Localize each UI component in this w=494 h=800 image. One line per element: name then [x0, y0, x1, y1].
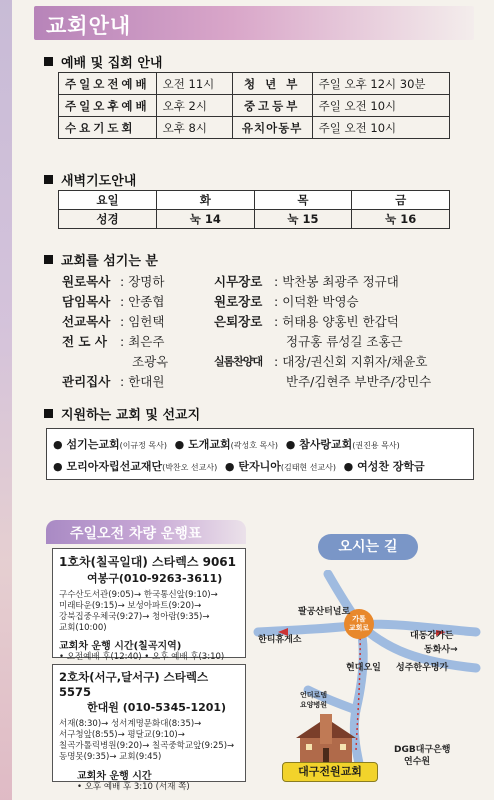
map-label-donghwasa: 동화사→	[424, 645, 458, 655]
map-label-dgb-training: 연수원	[404, 757, 431, 767]
map-label-dgb: DGB대구은행	[394, 745, 451, 755]
bullet-square-icon	[44, 255, 53, 264]
support-box	[46, 428, 474, 480]
support-heading: 지원하는 교회 및 선교지	[44, 404, 200, 423]
list-item: 전 도 사 : 최은주	[62, 334, 165, 349]
bus-band: 주일오전 차량 운행표	[46, 520, 246, 544]
table-row: 성경 눅 14 눅 15 눅 16	[59, 210, 450, 229]
list-item: 선교목사 : 임헌택	[62, 314, 165, 329]
staff-left-list	[62, 272, 202, 392]
list-item: 반주/김현주 부반주/강민수	[286, 374, 432, 389]
list-item: 담임목사 : 안종협	[62, 294, 165, 309]
map-label-hanti: 한티휴게소	[258, 635, 302, 645]
page-title: 교회안내	[46, 14, 132, 38]
dawn-table	[58, 190, 450, 229]
support-line-1: ● 섬기는교회(이규정 목사) ● 도개교회(곽성호 목사) ● 참사랑교회(권진용 목사)	[53, 438, 400, 451]
support-line-2: ● 모리아자립선교재단(박찬오 선교사) ● 탄자니아(김태현 선교사) ● 여성찬 장학금	[53, 460, 425, 473]
dawn-heading: 새벽기도안내	[44, 170, 136, 189]
map-marker: 가톨 교회로	[344, 609, 374, 639]
list-item: 원로장로 : 이덕환 박영승	[214, 294, 359, 309]
map-label-palgong: 팔공산터널로	[298, 607, 351, 617]
table-row: 수요기도회 오후 8시 유치아동부 주일 오전 10시	[59, 117, 450, 139]
bullet-square-icon	[44, 57, 53, 66]
map-label-daedong: 대동강가든	[410, 631, 454, 641]
bullet-square-icon	[44, 175, 53, 184]
list-item: 실롬찬양대 : 대장/권신회 지휘자/채윤호	[214, 354, 428, 369]
table-row: 주일오후예배 오후 2시 중고등부 주일 오전 10시	[59, 95, 450, 117]
bus-car1-box: 1호차(칠곡일대) 스타렉스 9061 여봉구(010-9263-3611) 구수산도서관(9:05)→ 한국통신앞(9:10)→ 미래타운(9:15)→ 보성아파트(9:20)→ 강북집중우체국(9:27)→ 청아람(9:35)→ 교회(10:00) 교회차 운행 시간(칠곡지역) • 오전예배 후(12:40) • 오후 예배 후(3:10)	[52, 548, 246, 658]
church-name-badge: 대구전원교회	[282, 762, 378, 782]
list-item: 정규홍 류성길 조홍근	[286, 334, 403, 349]
list-item: 관리집사 : 한대원	[62, 374, 165, 389]
title-band	[34, 6, 474, 40]
services-table	[58, 72, 450, 139]
map-label-yoyang: 요양병원	[300, 701, 328, 709]
list-item: 조광옥	[132, 354, 169, 369]
decorative-stripe	[0, 0, 12, 800]
bullet-square-icon	[44, 409, 53, 418]
staff-right-list	[214, 272, 474, 392]
list-item: 시무장로 : 박찬봉 최광주 정규대	[214, 274, 399, 289]
table-row: 주일오전예배 오전 11시 청 년 부 주일 오후 12시 30분	[59, 73, 450, 95]
list-item: 원로목사 : 장명하	[62, 274, 165, 289]
services-heading: 예배 및 집회 안내	[44, 52, 162, 71]
map-label-eondeoro: 언더로뎀	[300, 691, 328, 699]
bus-car2-box: 2호차(서구,달서구) 스타렉스 5575 한대원 (010-5345-1201) 서재(8:30)→ 성서계명문화대(8:35)→ 서구청앞(8:55)→ 평달교(9:10)→ 칠곡가톨릭병원(9:20)→ 칠곡중학교앞(9:25)→ 동명못(9:35)→ 교회(9:45) 교회차 운행 시간 • 오후 예배 후 3:10 (서재 쪽)	[52, 664, 246, 782]
list-item: 은퇴장로 : 허태용 양홍빈 한갑덕	[214, 314, 399, 329]
map-label-hyundae: 현대오일	[346, 663, 381, 673]
church-icon	[290, 714, 362, 762]
staff-heading: 교회를 섬기는 분	[44, 250, 158, 269]
map-label-seongju: 성주한우명가	[396, 663, 449, 673]
table-row: 요일 화 목 금	[59, 191, 450, 210]
map-title: 오시는 길	[318, 534, 418, 560]
